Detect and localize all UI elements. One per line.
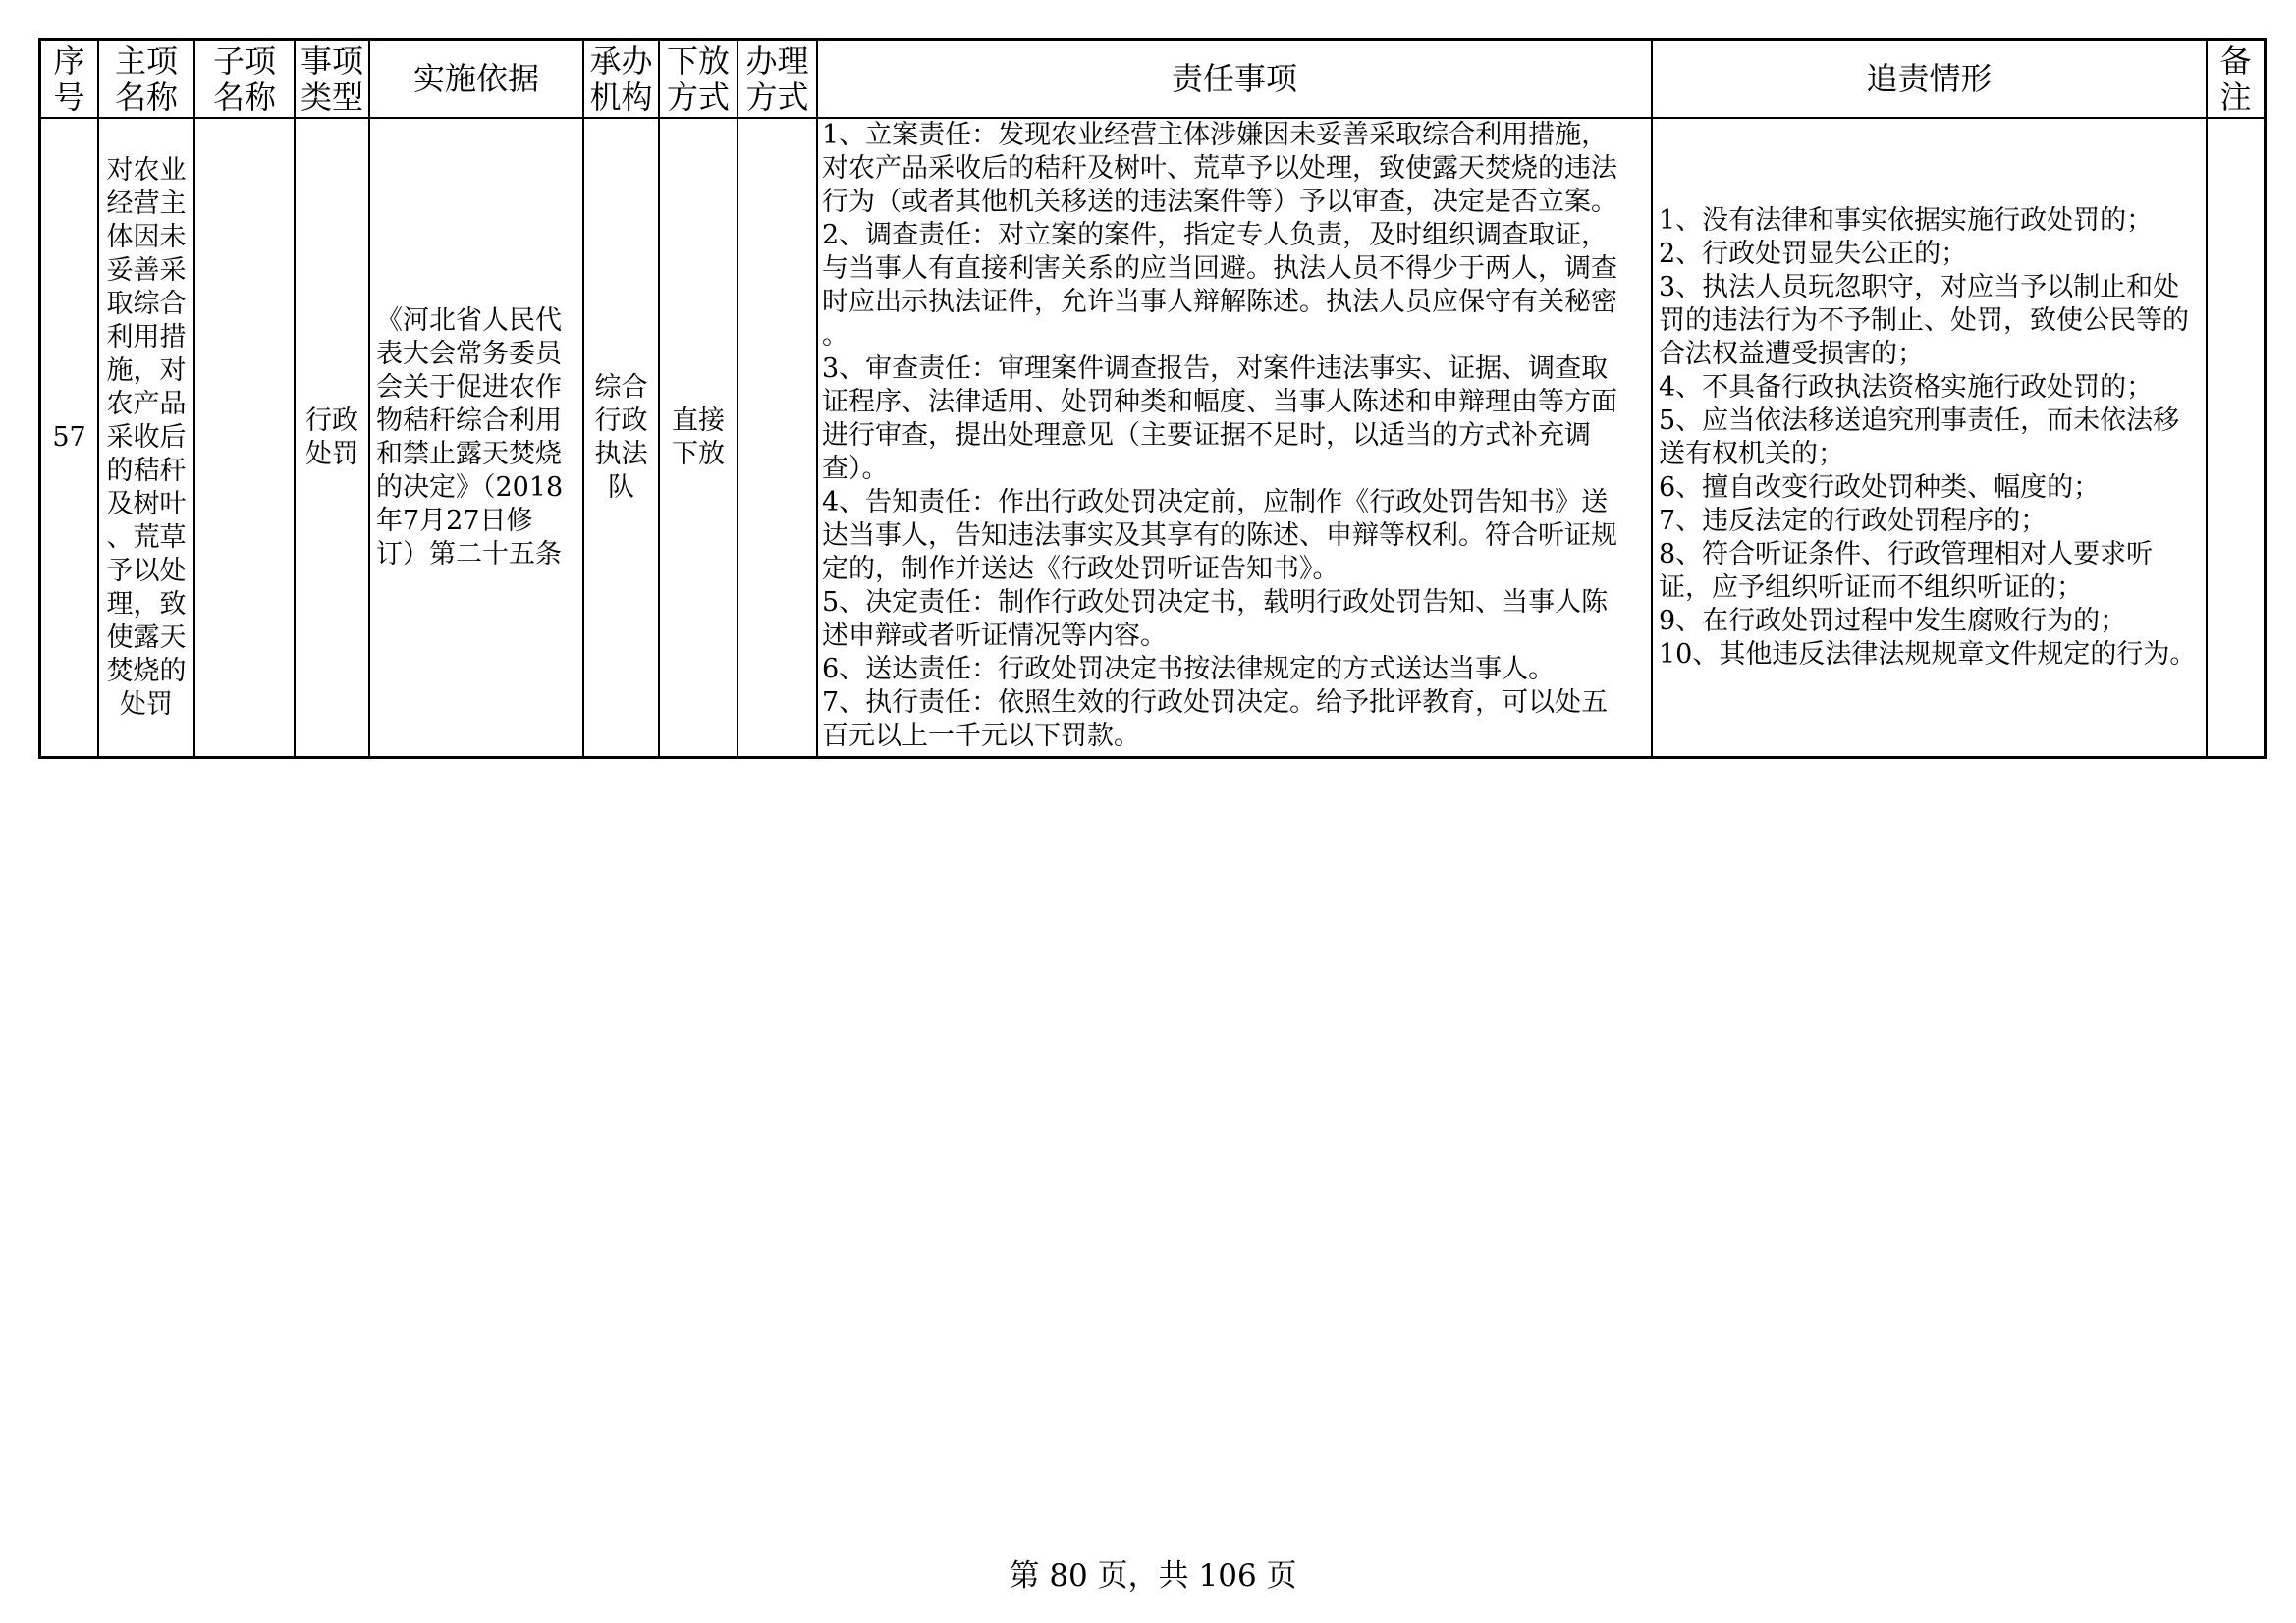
cell-handling bbox=[738, 119, 818, 756]
header-sub-item-label: 名称 bbox=[212, 78, 276, 116]
cell-index bbox=[41, 119, 99, 756]
accountability-line: 1、没有法律和事实依据实施行政处罚的； bbox=[1659, 204, 2154, 236]
header-item-type bbox=[296, 41, 370, 119]
header-handling-label: 办理 bbox=[745, 41, 809, 80]
responsibility-line: 6、送达责任：行政处罚决定书按法律规定的方式送达当事人。 bbox=[822, 654, 1556, 684]
main-item-line: 取综合 bbox=[106, 288, 187, 319]
header-remarks-label: 注 bbox=[2219, 78, 2252, 116]
header-sub-item-label: 子项 bbox=[212, 41, 276, 80]
responsibility-line: 对农产品采收后的秸秆及树叶、荒草予以处理，致使露天焚烧的违法 bbox=[822, 153, 1617, 184]
basis-line: 会关于促进农作 bbox=[376, 371, 562, 403]
header-agency-label: 承办 bbox=[589, 41, 653, 80]
header-accountability-label: 追责情形 bbox=[1866, 60, 1993, 97]
main-item-line: 使露天 bbox=[106, 622, 187, 653]
header-sub-item bbox=[195, 41, 296, 119]
header-remarks-label: 备 bbox=[2219, 41, 2252, 80]
cell-agency bbox=[584, 119, 660, 756]
header-item-type-label: 事项 bbox=[300, 41, 363, 80]
main-item-line: 处罚 bbox=[120, 688, 173, 720]
accountability-line: 7、违反法定的行政处罚程序的； bbox=[1659, 505, 2048, 536]
accountability-line: 罚的违法行为不予制止、处罚，致使公民等的 bbox=[1659, 304, 2189, 336]
header-index bbox=[41, 41, 99, 119]
header-main-item bbox=[99, 41, 195, 119]
main-item-line: 、荒草 bbox=[106, 521, 187, 553]
cell-basis bbox=[370, 119, 584, 756]
accountability-line: 2、行政处罚显失公正的； bbox=[1659, 238, 1968, 269]
accountability-line: 合法权益遭受损害的； bbox=[1659, 338, 1924, 369]
main-item-line: 经营主 bbox=[106, 188, 187, 219]
agency-line: 队 bbox=[608, 471, 634, 503]
delegation-line: 直接 bbox=[672, 405, 725, 436]
responsibility-table bbox=[38, 38, 2267, 759]
responsibility-line: 时应出示执法证件，允许当事人辩解陈述。执法人员应保守有关秘密 bbox=[822, 287, 1617, 317]
accountability-line: 送有权机关的； bbox=[1659, 438, 1844, 469]
header-delegation-label: 下放 bbox=[666, 41, 730, 80]
agency-line: 执法 bbox=[594, 438, 648, 469]
responsibility-line: 5、决定责任：制作行政处罚决定书，载明行政处罚告知、当事人陈 bbox=[822, 587, 1609, 618]
header-agency bbox=[584, 41, 660, 119]
main-item-line: 采收后 bbox=[106, 421, 187, 453]
responsibility-line: 达当事人，告知违法事实及其享有的陈述、申辩等权利。符合听证规 bbox=[822, 520, 1617, 551]
main-item-line: 焚烧的 bbox=[106, 655, 187, 686]
cell-responsibility bbox=[818, 119, 1653, 756]
accountability-line: 10、其他违反法律法规规章文件规定的行为。 bbox=[1659, 638, 2197, 670]
accountability-line: 3、执法人员玩忽职守，对应当予以制止和处 bbox=[1659, 271, 2180, 302]
main-item-line: 农产品 bbox=[106, 388, 187, 419]
header-delegation bbox=[660, 41, 738, 119]
header-main-item-label: 主项 bbox=[114, 41, 178, 80]
header-handling bbox=[738, 41, 818, 119]
cell-sub-item bbox=[195, 119, 296, 756]
main-item-line: 施，对 bbox=[106, 354, 187, 386]
basis-line: 的决定》（2018 bbox=[376, 471, 564, 503]
responsibility-line: 1、立案责任：发现农业经营主体涉嫌因未妥善采取综合利用措施， bbox=[822, 120, 1609, 150]
responsibility-line: 2、调查责任：对立案的案件，指定专人负责，及时组织调查取证， bbox=[822, 220, 1609, 250]
header-accountability bbox=[1653, 41, 2208, 119]
basis-line: 年7月27日修 bbox=[376, 505, 533, 536]
responsibility-line: 7、执行责任：依照生效的行政处罚决定。给予批评教育，可以处五 bbox=[822, 687, 1609, 718]
header-index-label: 序 bbox=[53, 41, 85, 80]
cell-delegation bbox=[660, 119, 738, 756]
responsibility-line: 证程序、法律适用、处罚种类和幅度、当事人陈述和申辩理由等方面 bbox=[822, 387, 1617, 417]
main-item-line: 妥善采 bbox=[106, 254, 187, 286]
header-remarks bbox=[2208, 41, 2264, 119]
main-item-line: 体因未 bbox=[106, 221, 187, 252]
responsibility-line: 与当事人有直接利害关系的应当回避。执法人员不得少于两人，调查 bbox=[822, 253, 1617, 284]
header-responsibility bbox=[818, 41, 1653, 119]
responsibility-line: 4、告知责任：作出行政处罚决定前，应制作《行政处罚告知书》送 bbox=[822, 487, 1609, 517]
item-type-line: 处罚 bbox=[305, 438, 358, 469]
main-item-line: 予以处 bbox=[106, 555, 187, 586]
accountability-line: 4、不具备行政执法资格实施行政处罚的； bbox=[1659, 371, 2154, 403]
main-item-line: 理，致 bbox=[106, 588, 187, 620]
accountability-line: 8、符合听证条件、行政管理相对人要求听 bbox=[1659, 538, 2154, 569]
item-type-line: 行政 bbox=[305, 405, 358, 436]
responsibility-line: 。 bbox=[822, 320, 848, 351]
accountability-line: 5、应当依法移送追究刑事责任，而未依法移 bbox=[1659, 405, 2180, 436]
accountability-line: 证，应予组织听证而不组织听证的； bbox=[1659, 571, 2083, 603]
main-item-line: 的秸秆 bbox=[106, 455, 187, 486]
agency-line: 行政 bbox=[594, 405, 648, 436]
responsibility-line: 定的，制作并送达《行政处罚听证告知书》。 bbox=[822, 554, 1339, 584]
basis-line: 和禁止露天焚烧 bbox=[376, 438, 562, 469]
cell-item-type bbox=[296, 119, 370, 756]
basis-line: 表大会常务委员 bbox=[376, 338, 562, 369]
header-main-item-label: 名称 bbox=[114, 78, 178, 116]
header-delegation-label: 方式 bbox=[666, 78, 730, 116]
main-item-line: 利用措 bbox=[106, 321, 187, 352]
basis-line: 订）第二十五条 bbox=[376, 538, 562, 569]
agency-line: 综合 bbox=[594, 371, 648, 403]
responsibility-line: 述申辩或者听证情况等内容。 bbox=[822, 621, 1167, 651]
cell-accountability bbox=[1653, 119, 2208, 756]
header-item-type-label: 类型 bbox=[300, 78, 363, 116]
cell-remarks bbox=[2208, 119, 2264, 756]
header-handling-label: 方式 bbox=[745, 78, 809, 116]
basis-line: 《河北省人民代 bbox=[376, 304, 562, 336]
header-basis bbox=[370, 41, 584, 119]
basis-line: 物秸秆综合利用 bbox=[376, 405, 562, 436]
responsibility-line: 3、审查责任：审理案件调查报告，对案件违法事实、证据、调查取 bbox=[822, 353, 1609, 384]
responsibility-line: 百元以上一千元以下罚款。 bbox=[822, 721, 1140, 751]
header-responsibility-label: 责任事项 bbox=[1171, 60, 1297, 97]
cell-main-item bbox=[99, 119, 195, 756]
page-footer: 第 80 页，共 106 页 bbox=[1009, 1558, 1297, 1594]
responsibility-line: 进行审查，提出处理意见（主要证据不足时，以适当的方式补充调 bbox=[822, 420, 1591, 451]
accountability-line: 9、在行政处罚过程中发生腐败行为的； bbox=[1659, 605, 2127, 636]
responsibility-line: 行为（或者其他机关移送的违法案件等）予以审查，决定是否立案。 bbox=[822, 187, 1617, 217]
header-index-label: 号 bbox=[53, 78, 85, 116]
header-basis-label: 实施依据 bbox=[412, 60, 539, 97]
delegation-line: 下放 bbox=[672, 438, 725, 469]
responsibility-line: 查）。 bbox=[822, 454, 889, 484]
row-index-value: 57 bbox=[52, 421, 86, 453]
main-item-line: 对农业 bbox=[106, 154, 187, 186]
header-agency-label: 机构 bbox=[589, 78, 653, 116]
main-item-line: 及树叶 bbox=[106, 488, 187, 519]
accountability-line: 6、擅自改变行政处罚种类、幅度的； bbox=[1659, 471, 2101, 503]
